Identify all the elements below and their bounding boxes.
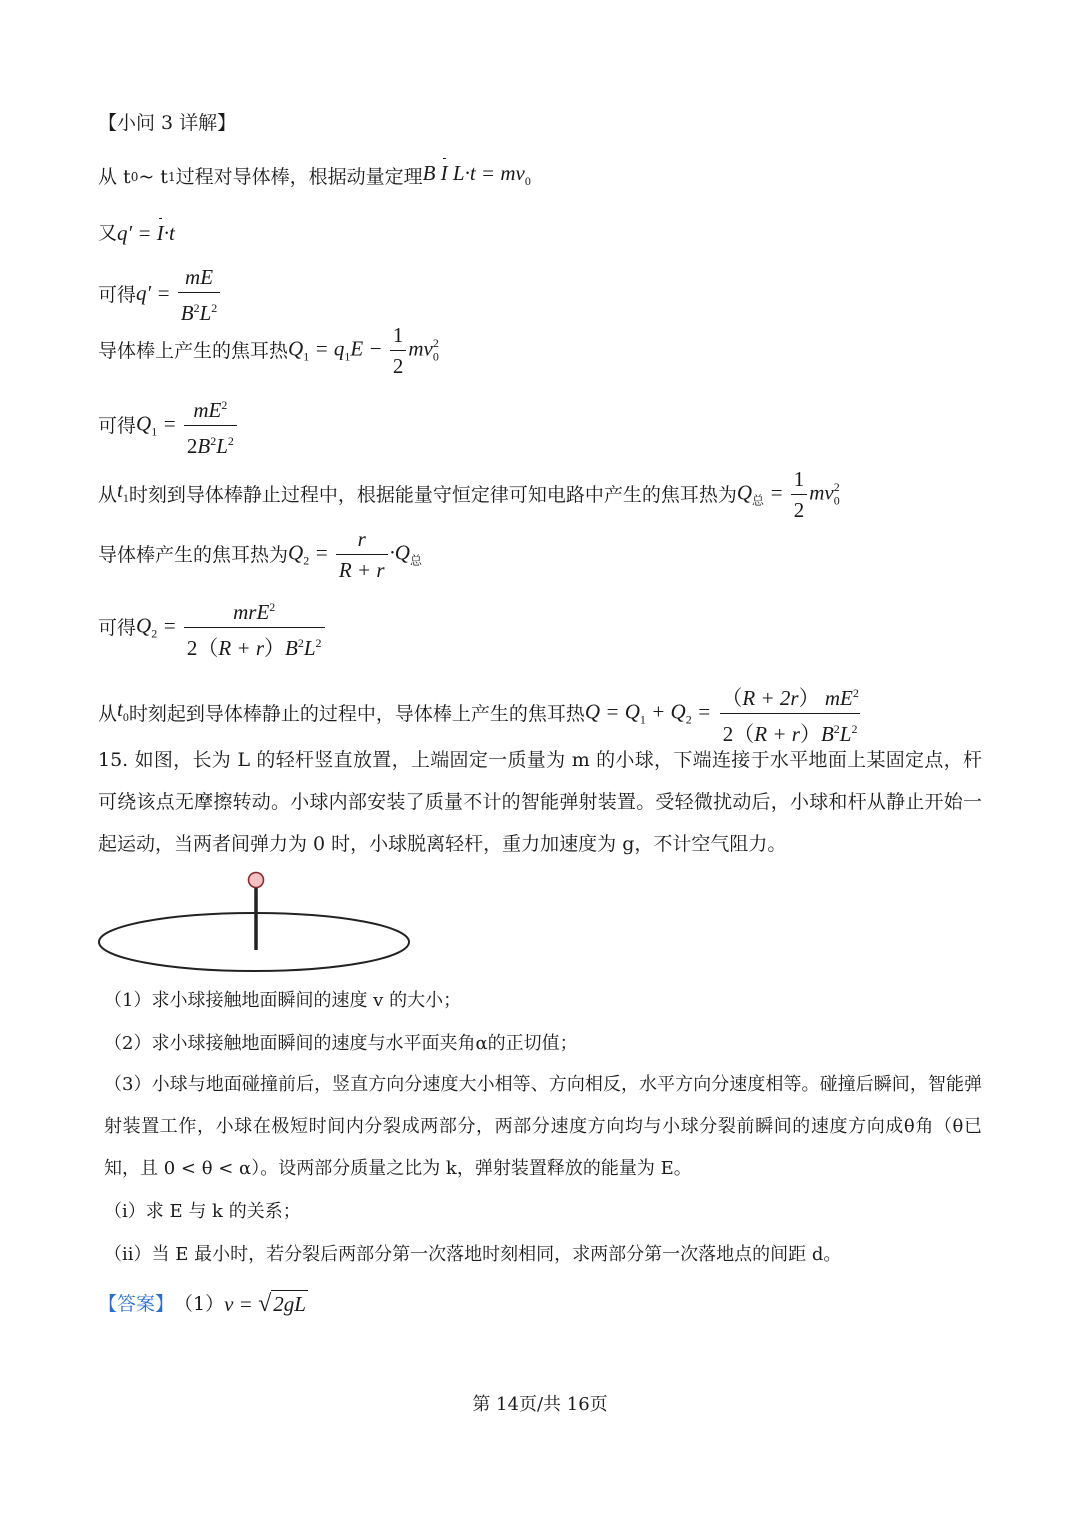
total-heat-line: 从 $t_0$ 时刻起到导体棒静止的过程中，导体棒上产生的焦耳热 $Q = Q_1 + Q_2$ = $\frac{(R + 2r) mE^2}{2(R + r)B^2L^2}$ [98, 680, 864, 747]
joule-heat-line: 导体棒上产生的焦耳热 $Q_1 = q_1E$ − $\frac{1}{2}$ $mv_0^2$ [98, 323, 439, 378]
energy-conservation-line: 从 $t_1$ 时刻到导体棒静止过程中，根据能量守恒定律可知电路中产生的焦耳热为 $Q_总$ = $\frac{1}{2}$ $mv_0^2$ [98, 467, 840, 522]
charge-result-line: 可得 q′ = $\frac{mE}{B^2L^2}$ [98, 264, 222, 326]
rod-heat-line: 导体棒产生的焦耳热为 $Q_2$ = $\frac{r}{R + r}$ $\cdot Q_总$ [98, 527, 422, 582]
formula-q1-result: $Q_1$ = $\frac{mE^2}{2B^2L^2}$ [136, 392, 239, 459]
formula-charge-result: q′ = $\frac{mE}{B^2L^2}$ [136, 264, 222, 326]
sub-question-3i: （i）求 E 与 k 的关系； [104, 1201, 301, 1222]
formula-answer-1: v = √ 2gL [224, 1291, 306, 1317]
formula-momentum: B I $L\cdot t = mv_0$ [422, 161, 531, 189]
formula-charge: q′ = I·t [117, 221, 175, 245]
formula-q1: $Q_1 = q_1E$ − $\frac{1}{2}$ $mv_0^2$ [288, 323, 439, 378]
ground-ellipse [99, 913, 409, 971]
question-15-stem: 15. 如图，长为 L 的轻杆竖直放置，上端固定一质量为 m 的小球，下端连接于水平地面上某固定点，杆可绕该点无摩擦转动。小球内部安装了质量不计的智能弹射装置。受轻微扰动后，小球和杆从静止开始一起运动，当两者间弹力为 0 时，小球脱离轻杆，重力加速度为 g，不计空气阻力。 [98, 749, 982, 855]
page-footer: 第 14页/共 16页 [472, 1394, 608, 1415]
formula-q-total: $Q = Q_1 + Q_2$ = $\frac{(R + 2r) mE^2}{2(R + r)B^2L^2}$ [584, 686, 859, 746]
sub-question-3: （3）小球与地面碰撞前后，竖直方向分速度大小相等、方向相反，水平方向分速度相等。碰撞后瞬间，智能弹射装置工作，小球在极短时间内分裂成两部分，两部分速度方向均与小球分裂前瞬间的速度方向成θ角（θ已知，且 0 < θ < α）。设两部分质量之比为 k，弹射装置释放的能量为 E。 [104, 1074, 982, 1179]
formula-q2: $Q_2$ = $\frac{r}{R + r}$ $\cdot Q_总$ [288, 527, 422, 582]
small-ball [249, 873, 264, 888]
momentum-theorem-line: 从 t 0 ~ t 1 过程对导体棒，根据动量定理 B I $L\cdot t = mv_0$ [98, 160, 531, 194]
sub-question-3ii: （ii）当 E 最小时，若分裂后两部分第一次落地时刻相同，求两部分第一次落地点的间距 d。 [104, 1244, 842, 1265]
sub-question-2: （2）求小球接触地面瞬间的速度与水平面夹角α的正切值； [104, 1033, 578, 1054]
charge-definition-line: 又 q′ = I·t [98, 221, 175, 245]
q2-result-line: 可得 $Q_2$ = $\frac{mrE^2}{2(R + r)B^2L^2}$ [98, 594, 327, 661]
rod-ball-diagram [96, 866, 416, 978]
formula-q2-result: $Q_2$ = $\frac{mrE^2}{2(R + r)B^2L^2}$ [136, 594, 327, 661]
q1-result-line: 可得 $Q_1$ = $\frac{mE^2}{2B^2L^2}$ [98, 392, 239, 459]
sub-question-1: （1）求小球接触地面瞬间的速度 v 的大小； [104, 990, 462, 1011]
section-heading: 【小问 3 详解】 [98, 112, 237, 134]
answer-line: 【答案】 （1） v = √ 2gL [98, 1291, 306, 1317]
answer-tag: 【答案】 [98, 1292, 175, 1315]
formula-qtotal: $Q_总$ = $\frac{1}{2}$ $mv_0^2$ [736, 467, 840, 522]
